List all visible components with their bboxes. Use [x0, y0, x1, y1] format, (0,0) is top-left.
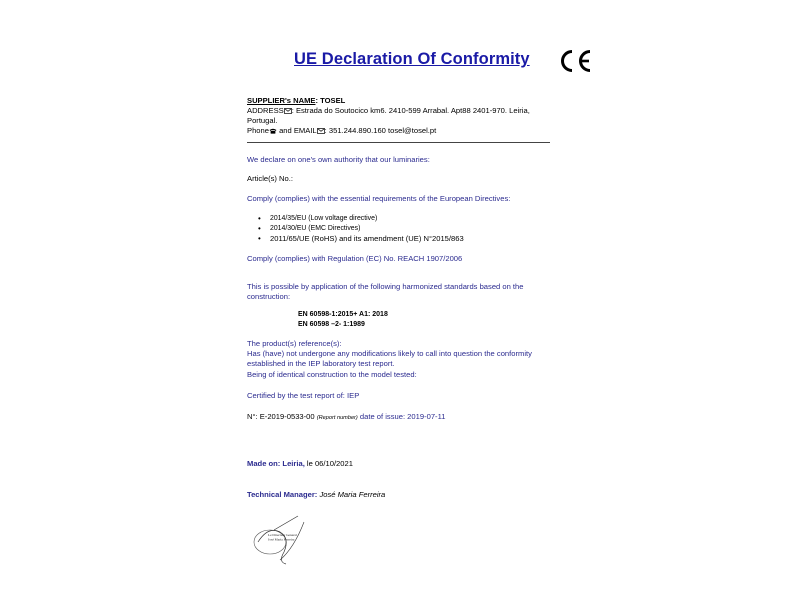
- address-value: : Estrada do Soutocico km6. 2410-599 Arrabal. Apt88 2401-970. Leiria,: [291, 106, 530, 115]
- address-label: ADDRESS: [247, 106, 284, 115]
- directive-item: • 2014/30/EU (EMC Directives): [258, 224, 464, 234]
- technical-manager-label: Technical Manager:: [247, 490, 318, 499]
- report-number-note: (Report number): [316, 415, 358, 421]
- product-refs-text: The product(s) reference(s):: [247, 339, 342, 348]
- signature-stamp-line2: José Maria Ferreira: [268, 537, 295, 542]
- supplier-name-label: SUPPLIER's NAME: [247, 96, 316, 105]
- report-issue-date: date of issue: 2019-07-11: [357, 412, 446, 421]
- modifications-text-line1: Has (have) not undergone any modifications likely to call into question the conformity: [247, 349, 532, 358]
- identical-construction-text: Being of identical construction to the model tested:: [247, 370, 417, 379]
- standard-item: EN 60598-1:2015+ A1: 2018: [298, 311, 388, 318]
- certified-text: Certified by the test report of: IEP: [247, 391, 360, 400]
- harmonized-text-line1: This is possible by application of the following harmonized standards based on the: [247, 282, 524, 291]
- supplier-address-line: [247, 106, 530, 116]
- signature-stamp-line1: Le Directeur General: [268, 533, 297, 537]
- directive-item: • 2014/35/EU (Low voltage directive): [258, 214, 464, 224]
- declare-text: We declare on one's own authority that our luminaries:: [247, 155, 430, 164]
- made-on-label: Made on: Leiria,: [247, 459, 305, 468]
- supplier-contact-line: Phone and EMAIL : 351.244.890.160 tosel@tosel.pt: [247, 126, 437, 135]
- ce-mark-icon: [557, 48, 593, 74]
- directive-item: • 2011/65/UE (RoHS) and its amendment (UE) N°2015/863: [258, 234, 464, 244]
- comply-reach-text: Comply (complies) with Regulation (EC) No. REACH 1907/2006: [247, 254, 463, 263]
- harmonized-text-line2: construction:: [247, 292, 291, 301]
- supplier-name-value: TOSEL: [318, 96, 346, 105]
- technical-manager-line: [247, 490, 385, 500]
- supplier-address-line2: Portugal.: [247, 116, 278, 125]
- made-on-date: le 06/10/2021: [304, 459, 353, 468]
- made-on-line: [247, 459, 353, 469]
- contact-value: : 351.244.890.160 tosel@tosel.pt: [324, 126, 437, 135]
- comply-directives-text: Comply (complies) with the essential requirements of the European Directives:: [247, 194, 511, 203]
- report-line: [247, 412, 445, 423]
- supplier-name-line: SUPPLIER's NAME: TOSEL: [247, 96, 346, 105]
- envelope-icon: [284, 108, 292, 114]
- modifications-text-line2: established in the IEP laboratory test report.: [247, 359, 395, 368]
- articles-label: Article(s) No.:: [247, 174, 293, 183]
- document-title: UE Declaration Of Conformity: [294, 50, 530, 68]
- divider-line: [247, 142, 550, 143]
- phone-icon: [269, 128, 277, 134]
- directives-list: [258, 214, 464, 244]
- signature-stamp: [250, 512, 320, 568]
- standard-item: EN 60598 –2- 1:1989: [298, 321, 365, 328]
- report-number: N°: E-2019-0533-00: [247, 412, 315, 421]
- technical-manager-name: José Maria Ferreira: [317, 490, 386, 499]
- envelope-icon: [317, 128, 325, 134]
